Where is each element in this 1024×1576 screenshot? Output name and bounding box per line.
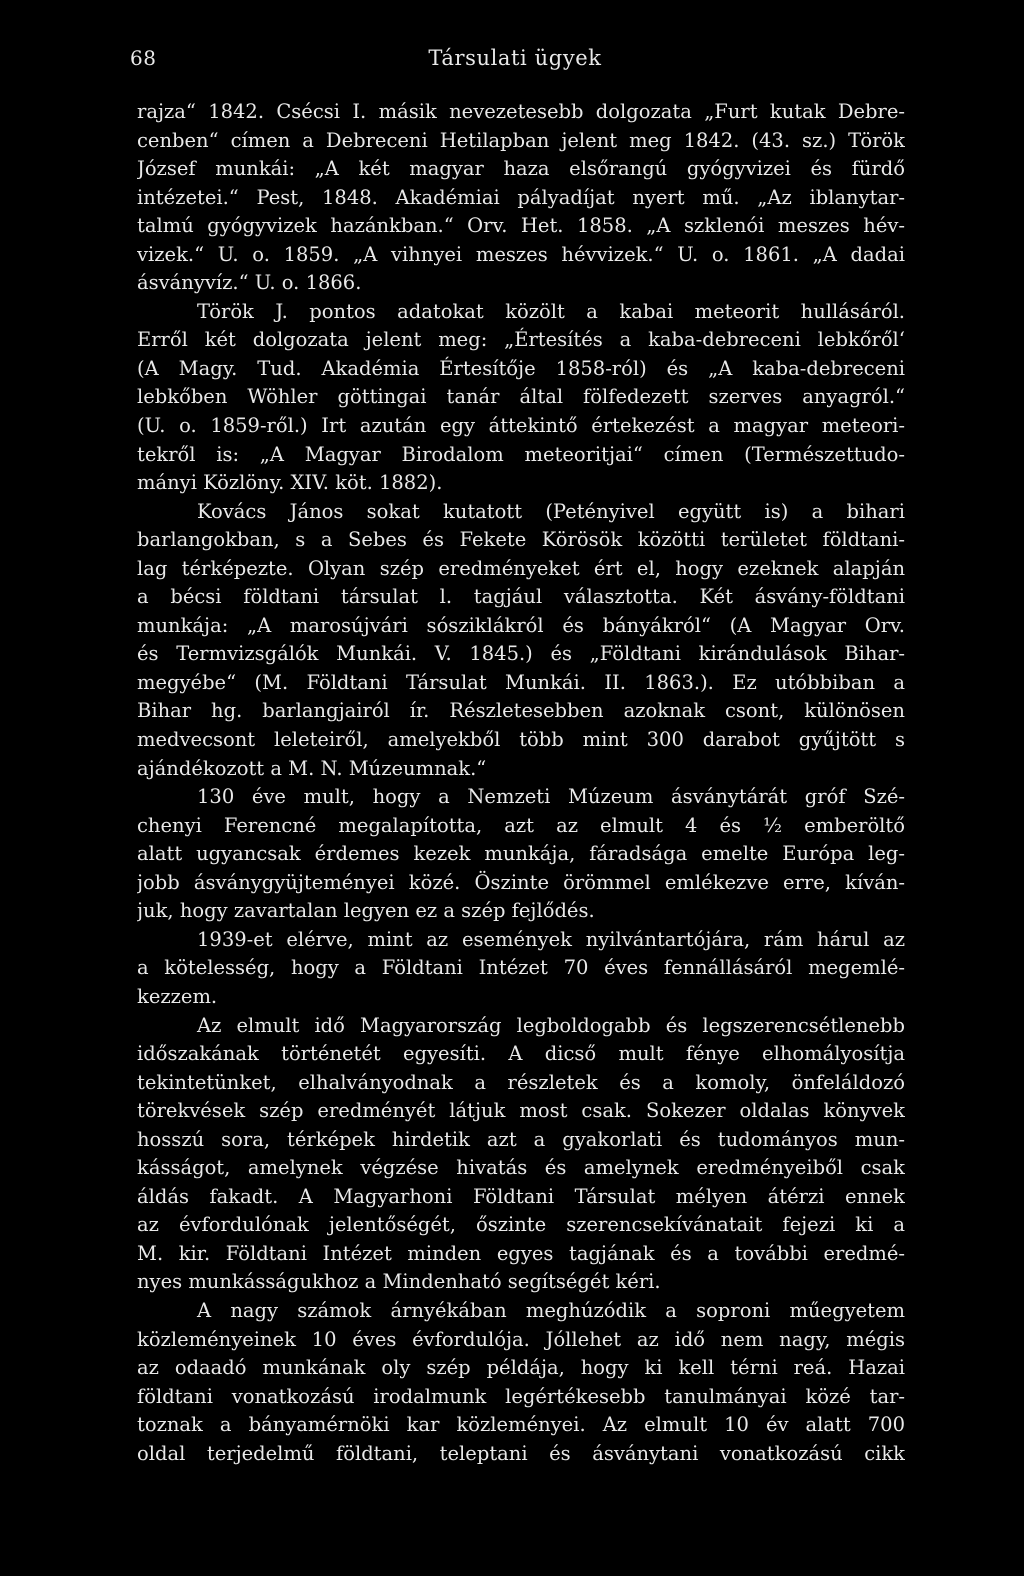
text-line: megyébe“ (M. Földtani Társulat Munkái. II. 1863.). Ez utóbbiban a — [137, 670, 905, 694]
text-line: talmú gyógyvizek hazánkban.“ Orv. Het. 1858. „A szklenói meszes hév- — [137, 214, 905, 238]
text-line: hosszú sora, térképek hirdetik azt a gyakorlati és tudományos mun- — [137, 1127, 905, 1151]
text-line: mányi Közlöny. XIV. köt. 1882). — [137, 471, 443, 495]
text-line: ásványvíz.“ U. o. 1866. — [137, 271, 362, 295]
page-number: 68 — [130, 46, 157, 70]
text-line: a kötelesség, hogy a Földtani Intézet 70 éves fennállásáról megemlé- — [137, 956, 905, 980]
text-line: időszakának történetét egyesíti. A dicső mult fénye elhomályosítja — [137, 1042, 905, 1066]
text-line: törekvések szép eredményét látjuk most csak. Sokezer oldalas könyvek — [137, 1099, 905, 1123]
page-header — [130, 42, 900, 78]
text-line: tekről is: „A Magyar Birodalom meteoritjai“ címen (Természettudo- — [137, 442, 905, 466]
text-line: Az elmult idő Magyarország legboldogabb és legszerencsétlenebb — [197, 1013, 905, 1037]
text-line: Erről két dolgozata jelent meg: „Értesítés a kaba-debreceni lebkőről‘ — [137, 328, 905, 352]
running-title: Társulati ügyek — [428, 46, 602, 70]
text-line: barlangokban, s a Sebes és Fekete Körösök közötti területet földtani- — [137, 528, 905, 552]
text-line: toznak a bányamérnöki kar közleményei. Az elmult 10 év alatt 700 — [137, 1413, 905, 1437]
text-line: Bihar hg. barlangjairól ír. Részletesebben azoknak csont, különösen — [137, 699, 905, 723]
text-line: tekintetünket, elhalványodnak a részletek és a komoly, önfeláldozó — [137, 1070, 905, 1094]
text-line: oldal terjedelmű földtani, teleptani és ásványtani vonatkozású cikk — [137, 1441, 905, 1465]
text-line: A nagy számok árnyékában meghúzódik a soproni műegyetem — [197, 1298, 905, 1322]
text-line: juk, hogy zavartalan legyen ez a szép fejlődés. — [137, 899, 595, 923]
text-line: József munkái: „A két magyar haza elsőrangú gyógyvizei és fürdő — [137, 157, 905, 181]
text-line: kásságot, amelynek végzése hivatás és amelynek eredményeiből csak — [137, 1156, 905, 1180]
text-line: ajándékozott a M. N. Múzeumnak.“ — [137, 756, 487, 780]
text-line: áldás fakadt. A Magyarhoni Földtani Társulat mélyen átérzi ennek — [137, 1184, 905, 1208]
text-line: vizek.“ U. o. 1859. „A vihnyei meszes hévvizek.“ U. o. 1861. „A dadai — [137, 242, 905, 266]
text-line: alatt ugyancsak érdemes kezek munkája, fáradsága emelte Európa leg- — [137, 842, 905, 866]
text-line: a bécsi földtani társulat l. tagjául választotta. Két ásvány-földtani — [137, 585, 905, 609]
text-line: cenben“ címen a Debreceni Hetilapban jelent meg 1842. (43. sz.) Török — [137, 128, 905, 152]
text-line: rajza“ 1842. Csécsi I. másik nevezetesebb dolgozata „Furt kutak Debre- — [137, 100, 905, 123]
text-line: közleményeinek 10 éves évfordulója. Jóllehet az idő nem nagy, mégis — [137, 1327, 905, 1351]
body-text — [137, 98, 905, 1468]
text-line: lebkőben Wöhler göttingai tanár által fölfedezett szerves anyagról.“ — [137, 385, 905, 409]
text-line: (U. o. 1859-ről.) Irt azután egy áttekintő értekezést a magyar meteori- — [137, 414, 905, 438]
text-line: és Termvizsgálók Munkái. V. 1845.) és „Földtani kirándulások Bihar- — [137, 642, 905, 666]
text-line: 130 éve mult, hogy a Nemzeti Múzeum ásványtárát gróf Szé- — [197, 785, 905, 809]
text-line: M. kir. Földtani Intézet minden egyes tagjának és a további eredmé- — [137, 1241, 905, 1265]
text-line: földtani vonatkozású irodalmunk legértékesebb tanulmányai közé tar- — [137, 1384, 905, 1408]
text-line: az odaadó munkának oly szép példája, hogy ki kell térni reá. Hazai — [137, 1356, 905, 1380]
text-line: Kovács János sokat kutatott (Petényivel együtt is) a bihari — [197, 499, 905, 523]
text-line: munkája: „A marosújvári sósziklákról és bányákról“ (A Magyar Orv. — [137, 613, 905, 637]
text-line: intézetei.“ Pest, 1848. Akadémiai pályadíjat nyert mű. „Az iblanytar- — [137, 185, 905, 209]
text-line: chenyi Ferencné megalapította, azt az elmult 4 és ½ emberöltő — [137, 813, 905, 837]
text-line: lag térképezte. Olyan szép eredményeket ért el, hogy ezeknek alapján — [137, 556, 905, 580]
text-line: medvecsont leleteiről, amelyekből több mint 300 darabot gyűjtött s — [137, 728, 905, 752]
text-line: az évfordulónak jelentőségét, őszinte szerencsekívánatait fejezi ki a — [137, 1213, 905, 1237]
text-line: jobb ásványgyüjteményei közé. Öszinte örömmel emlékezve erre, kíván- — [137, 870, 905, 894]
text-line: nyes munkásságukhoz a Mindenható segítségét kéri. — [137, 1270, 661, 1294]
text-line: (A Magy. Tud. Akadémia Értesítője 1858-ról) és „A kaba-debreceni — [137, 356, 905, 380]
text-line: kezzem. — [137, 984, 218, 1008]
text-line: Török J. pontos adatokat közölt a kabai meteorit hullásáról. — [197, 299, 905, 323]
text-line: 1939-et elérve, mint az események nyilvántartójára, rám hárul az — [197, 927, 905, 951]
